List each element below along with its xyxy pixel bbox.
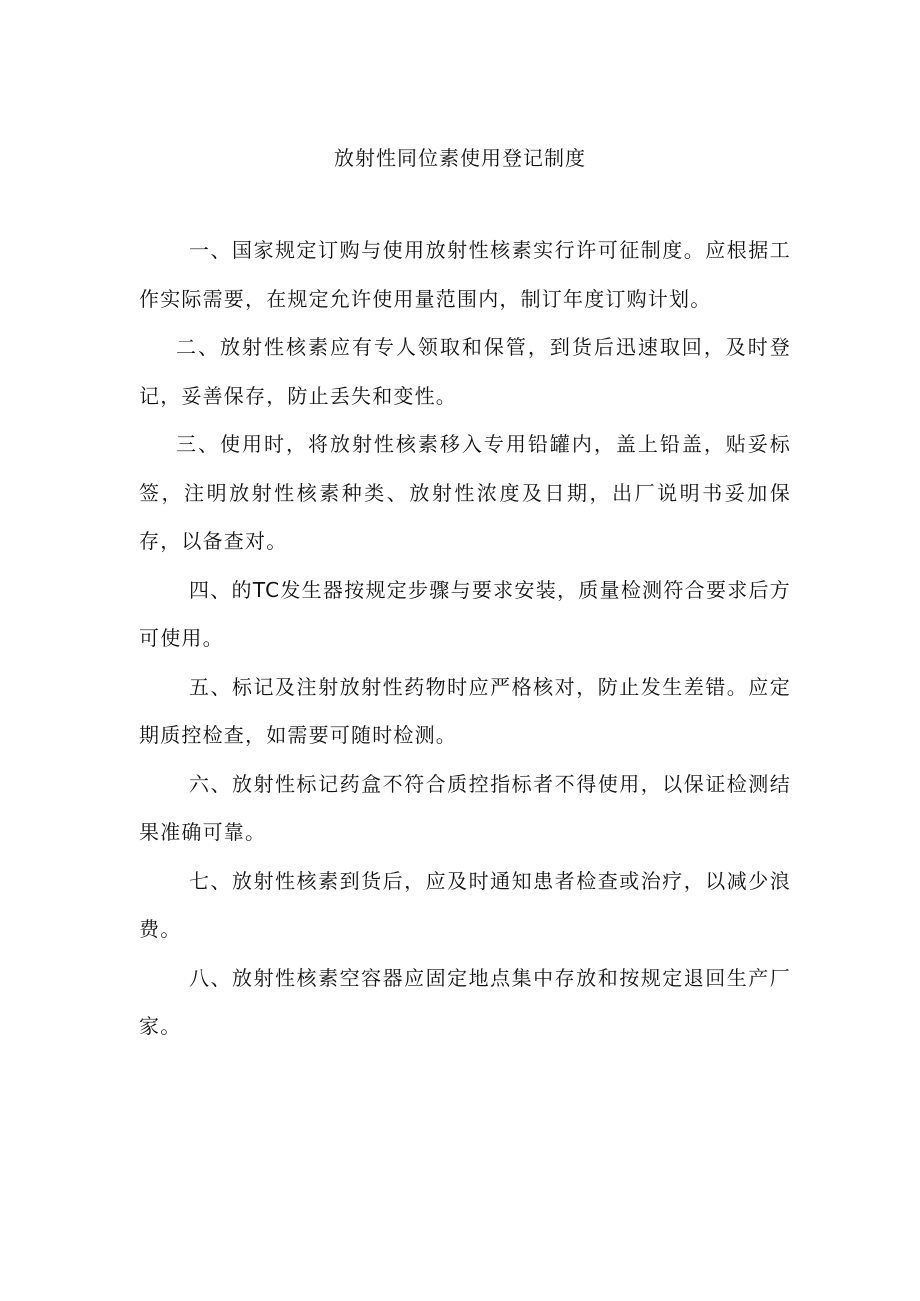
paragraph-7: 七、放射性核素到货后，应及时通知患者检查或治疗，以减少浪费。: [139, 868, 791, 941]
document-body: [139, 226, 791, 1051]
paragraph-4: 四、的TC发生器按规定步骤与要求安装，质量检测符合要求后方可使用。: [139, 577, 791, 650]
paragraph-3: 三、使用时，将放射性核素移入专用铅罐内，盖上铅盖，贴妥标签，注明放射性核素种类、放射性浓度及日期，出厂说明书妥加保存，以备查对。: [139, 432, 791, 553]
paragraph-5: 五、标记及注射放射性药物时应严格核对，防止发生差错。应定期质控检查，如需要可随时检测。: [139, 674, 791, 747]
paragraph-1: 一、国家规定订购与使用放射性核素实行许可征制度。应根据工作实际需要，在规定允许使用量范围内，制订年度订购计划。: [139, 238, 791, 311]
paragraph-2: 二、放射性核素应有专人领取和保管，到货后迅速取回，及时登记，妥善保存，防止丢失和变性。: [139, 335, 791, 408]
document-title: 放射性同位素使用登记制度: [334, 146, 586, 170]
paragraph-8: 八、放射性核素空容器应固定地点集中存放和按规定退回生产厂家。: [139, 965, 791, 1038]
paragraph-6: 六、放射性标记药盒不符合质控指标者不得使用，以保证检测结果准确可靠。: [139, 771, 791, 844]
